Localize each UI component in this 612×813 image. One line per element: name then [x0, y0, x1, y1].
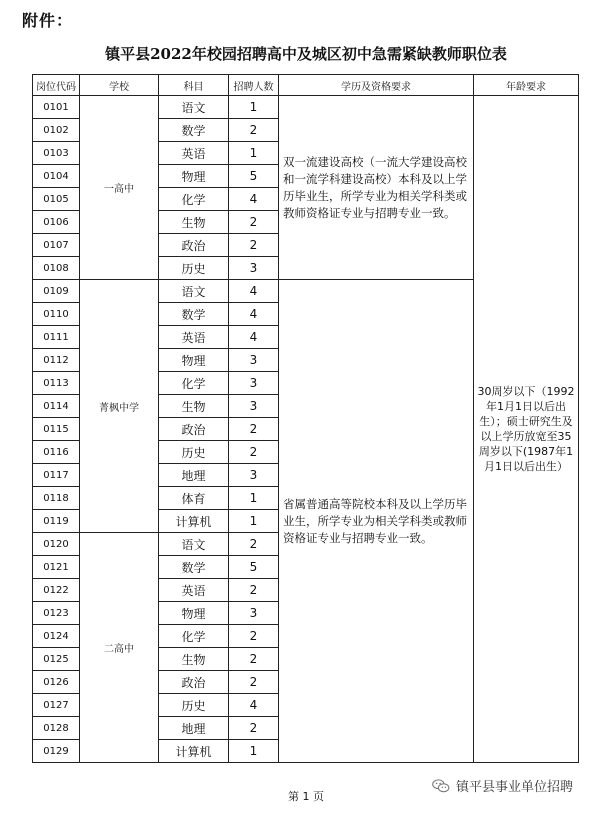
position-code: 0125 — [33, 648, 80, 671]
header-age: 年龄要求 — [474, 75, 579, 96]
header-subject: 科目 — [159, 75, 229, 96]
recruit-count: 3 — [229, 257, 279, 280]
position-code: 0108 — [33, 257, 80, 280]
position-code: 0114 — [33, 395, 80, 418]
recruit-count: 1 — [229, 740, 279, 763]
page-title: 镇平县2022年校园招聘高中及城区初中急需紧缺教师职位表 — [105, 45, 507, 63]
subject: 化学 — [159, 625, 229, 648]
recruit-count: 2 — [229, 671, 279, 694]
header-code: 岗位代码 — [33, 75, 80, 96]
subject: 体育 — [159, 487, 229, 510]
recruit-count: 3 — [229, 602, 279, 625]
subject: 语文 — [159, 533, 229, 556]
recruit-count: 4 — [229, 280, 279, 303]
subject: 化学 — [159, 372, 229, 395]
position-code: 0104 — [33, 165, 80, 188]
subject: 政治 — [159, 671, 229, 694]
position-code: 0105 — [33, 188, 80, 211]
requirements-text: 省属普通高等院校本科及以上学历毕业生，所学专业为相关学科类或教师资格证专业与招聘专业一致。 — [279, 280, 474, 763]
subject: 政治 — [159, 234, 229, 257]
position-code: 0129 — [33, 740, 80, 763]
recruit-count: 5 — [229, 165, 279, 188]
subject: 物理 — [159, 349, 229, 372]
position-code: 0126 — [33, 671, 80, 694]
subject: 历史 — [159, 257, 229, 280]
school-name: 二高中 — [80, 533, 159, 763]
header-row — [33, 75, 579, 96]
position-code: 0102 — [33, 119, 80, 142]
recruit-count: 1 — [229, 96, 279, 119]
subject: 语文 — [159, 96, 229, 119]
position-code: 0107 — [33, 234, 80, 257]
header-requirements: 学历及资格要求 — [279, 75, 474, 96]
recruit-count: 2 — [229, 418, 279, 441]
recruit-count: 1 — [229, 487, 279, 510]
recruit-count: 2 — [229, 119, 279, 142]
recruit-count: 5 — [229, 556, 279, 579]
position-code: 0101 — [33, 96, 80, 119]
subject: 历史 — [159, 441, 229, 464]
position-code: 0106 — [33, 211, 80, 234]
subject: 计算机 — [159, 740, 229, 763]
recruit-count: 2 — [229, 533, 279, 556]
recruit-count: 2 — [229, 717, 279, 740]
position-code: 0116 — [33, 441, 80, 464]
header-count: 招聘人数 — [229, 75, 279, 96]
subject: 语文 — [159, 280, 229, 303]
recruit-count: 4 — [229, 694, 279, 717]
recruit-count: 4 — [229, 326, 279, 349]
recruit-count: 2 — [229, 234, 279, 257]
position-code: 0128 — [33, 717, 80, 740]
page-number: 第 1 页 — [288, 790, 324, 803]
recruit-count: 1 — [229, 142, 279, 165]
subject: 地理 — [159, 717, 229, 740]
subject: 英语 — [159, 326, 229, 349]
recruit-count: 2 — [229, 441, 279, 464]
subject: 生物 — [159, 211, 229, 234]
position-code: 0112 — [33, 349, 80, 372]
subject: 生物 — [159, 648, 229, 671]
position-code: 0117 — [33, 464, 80, 487]
position-code: 0110 — [33, 303, 80, 326]
position-code: 0103 — [33, 142, 80, 165]
subject: 政治 — [159, 418, 229, 441]
position-code: 0123 — [33, 602, 80, 625]
position-code: 0118 — [33, 487, 80, 510]
subject: 数学 — [159, 119, 229, 142]
subject: 物理 — [159, 602, 229, 625]
recruit-count: 2 — [229, 648, 279, 671]
subject: 数学 — [159, 303, 229, 326]
subject: 物理 — [159, 165, 229, 188]
subject: 计算机 — [159, 510, 229, 533]
position-code: 0122 — [33, 579, 80, 602]
table-body — [33, 96, 579, 763]
recruit-count: 3 — [229, 464, 279, 487]
school-name: 菁枫中学 — [80, 280, 159, 533]
subject: 英语 — [159, 579, 229, 602]
position-code: 0115 — [33, 418, 80, 441]
watermark — [432, 776, 573, 795]
position-code: 0109 — [33, 280, 80, 303]
subject: 数学 — [159, 556, 229, 579]
recruit-count: 1 — [229, 510, 279, 533]
recruit-count: 2 — [229, 625, 279, 648]
position-code: 0113 — [33, 372, 80, 395]
requirements-text: 双一流建设高校（一流大学建设高校和一流学科建设高校）本科及以上学历毕业生，所学专业为相关学科类或教师资格证专业与招聘专业一致。 — [279, 96, 474, 280]
recruit-count: 4 — [229, 188, 279, 211]
subject: 英语 — [159, 142, 229, 165]
position-code: 0121 — [33, 556, 80, 579]
age-requirement: 30周岁以下（1992年1月1日以后出生）；硕士研究生及以上学历放宽至35周岁以下(1987年1月1日以后出生） — [474, 96, 579, 763]
position-code: 0127 — [33, 694, 80, 717]
table-row — [33, 96, 579, 119]
recruit-count: 3 — [229, 395, 279, 418]
wechat-icon — [432, 779, 450, 793]
attachment-label: 附件： — [22, 11, 74, 30]
recruit-count: 4 — [229, 303, 279, 326]
recruit-count: 2 — [229, 211, 279, 234]
positions-table — [32, 74, 579, 763]
position-code: 0124 — [33, 625, 80, 648]
recruit-count: 2 — [229, 579, 279, 602]
recruit-count: 3 — [229, 372, 279, 395]
position-code: 0111 — [33, 326, 80, 349]
subject: 化学 — [159, 188, 229, 211]
recruit-count: 3 — [229, 349, 279, 372]
position-code: 0120 — [33, 533, 80, 556]
school-name: 一高中 — [80, 96, 159, 280]
subject: 生物 — [159, 395, 229, 418]
position-code: 0119 — [33, 510, 80, 533]
watermark-text: 镇平县事业单位招聘 — [456, 780, 574, 795]
subject: 地理 — [159, 464, 229, 487]
subject: 历史 — [159, 694, 229, 717]
header-school: 学校 — [80, 75, 159, 96]
